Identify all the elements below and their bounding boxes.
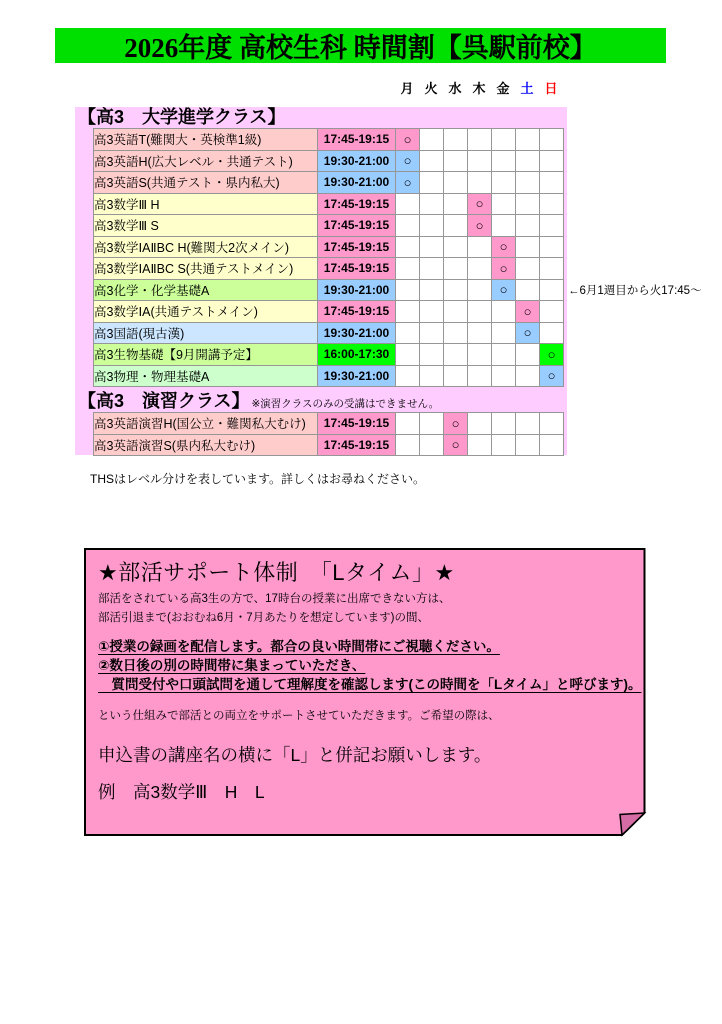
club-support-intro-line: 部活引退まで(おおむね6月・7月あたりを想定しています)の間、 <box>98 612 429 624</box>
page-title-banner <box>55 28 666 63</box>
day-cell-sun <box>540 434 564 456</box>
schedule-change-note: ←6月1週目から火17:45～ <box>568 284 702 297</box>
course-time-cell: 17:45-19:15 <box>318 215 396 237</box>
day-cell-thu <box>468 279 492 301</box>
day-cell-mon <box>396 413 420 435</box>
day-cell-sat <box>516 258 540 280</box>
day-cell-sun <box>540 129 564 151</box>
day-header-wed: 水 <box>448 81 462 96</box>
club-support-step: ②数日後の別の時間帯に集まっていただき、 <box>98 658 366 673</box>
course-row <box>94 344 564 366</box>
day-cell-sat <box>516 215 540 237</box>
day-cell-fri <box>492 301 516 323</box>
course-name-cell: 高3生物基礎【9月開講予定】 <box>94 344 318 366</box>
course-row <box>94 434 564 456</box>
course-name-cell: 高3英語演習S(県内私大むけ) <box>94 434 318 456</box>
day-cell-wed <box>444 150 468 172</box>
day-cell-wed <box>444 215 468 237</box>
club-support-content <box>98 558 642 804</box>
course-table <box>93 128 702 387</box>
lesson-mark-cell-wed: ○ <box>444 413 468 435</box>
course-row <box>94 129 564 151</box>
course-row <box>94 322 564 344</box>
course-time-cell: 17:45-19:15 <box>318 193 396 215</box>
section-note: ※演習クラスのみの受講はできません。 <box>251 398 440 410</box>
day-cell-tue <box>420 344 444 366</box>
day-cell-thu <box>468 322 492 344</box>
day-cell-tue <box>420 258 444 280</box>
day-cell-mon <box>396 365 420 387</box>
day-cell-wed <box>444 301 468 323</box>
day-cell-mon <box>396 322 420 344</box>
day-cell-thu <box>468 258 492 280</box>
day-cell-thu <box>468 150 492 172</box>
ths-level-note: THSはレベル分けを表しています。詳しくはお尋ねください。 <box>90 472 426 486</box>
section-title: 【高3 大学進学クラス】 <box>78 107 286 127</box>
course-time-cell: 16:00-17:30 <box>318 344 396 366</box>
course-row <box>94 301 564 323</box>
day-cell-fri <box>492 413 516 435</box>
day-cell-wed <box>444 129 468 151</box>
day-cell-sat <box>516 279 540 301</box>
course-name-cell: 高3英語H(広大レベル・共通テスト) <box>94 150 318 172</box>
course-name-cell: 高3物理・物理基礎A <box>94 365 318 387</box>
lesson-mark-cell-thu: ○ <box>468 215 492 237</box>
course-row <box>94 258 564 280</box>
day-cell-mon <box>396 301 420 323</box>
day-cell-tue <box>420 193 444 215</box>
club-support-box <box>84 548 646 836</box>
day-cell-mon <box>396 434 420 456</box>
course-time-cell: 17:45-19:15 <box>318 258 396 280</box>
lesson-mark-cell-mon: ○ <box>396 172 420 194</box>
lesson-mark-cell-fri: ○ <box>492 279 516 301</box>
course-name-cell: 高3化学・化学基礎A <box>94 279 318 301</box>
course-name-cell: 高3数学Ⅲ H <box>94 193 318 215</box>
day-cell-fri <box>492 129 516 151</box>
application-example: 例 高3数学Ⅲ H L <box>98 782 265 802</box>
course-row <box>94 215 564 237</box>
day-cell-sun <box>540 279 702 301</box>
day-cell-sun <box>540 301 564 323</box>
day-cell-mon <box>396 236 420 258</box>
day-cell-tue <box>420 150 444 172</box>
application-instruction: 申込書の講座名の横に「L」と併記お願いします。 <box>98 745 492 765</box>
course-time-cell: 19:30-21:00 <box>318 365 396 387</box>
day-cell-sun <box>540 193 564 215</box>
course-name-cell: 高3数学Ⅲ S <box>94 215 318 237</box>
day-cell-wed <box>444 344 468 366</box>
day-cell-sun <box>540 172 564 194</box>
day-cell-wed <box>444 279 468 301</box>
day-of-week-header <box>395 81 563 97</box>
class-sections <box>75 107 702 455</box>
day-header-sat: 土 <box>520 81 534 96</box>
page-fold-corner <box>620 813 645 835</box>
course-table <box>93 412 564 456</box>
course-time-cell: 17:45-19:15 <box>318 434 396 456</box>
day-cell-sat <box>516 236 540 258</box>
day-cell-thu <box>468 365 492 387</box>
day-cell-sat <box>516 344 540 366</box>
course-time-cell: 17:45-19:15 <box>318 129 396 151</box>
lesson-mark-cell-sun: ○ <box>540 344 564 366</box>
course-row <box>94 236 564 258</box>
day-cell-mon <box>396 193 420 215</box>
day-cell-sun <box>540 322 564 344</box>
page-title: 2026年度 高校生科 時間割【呉駅前校】 <box>124 33 597 63</box>
course-name-cell: 高3英語T(難関大・英検準1級) <box>94 129 318 151</box>
day-cell-thu <box>468 413 492 435</box>
day-cell-fri <box>492 193 516 215</box>
day-cell-mon <box>396 279 420 301</box>
day-cell-sat <box>516 150 540 172</box>
day-cell-wed <box>444 193 468 215</box>
day-cell-thu <box>468 172 492 194</box>
day-cell-thu <box>468 434 492 456</box>
day-cell-fri <box>492 150 516 172</box>
day-cell-sun <box>540 258 564 280</box>
course-time-cell: 19:30-21:00 <box>318 279 396 301</box>
lesson-mark-cell-sat: ○ <box>516 322 540 344</box>
day-header-fri: 金 <box>496 81 510 96</box>
day-cell-tue <box>420 322 444 344</box>
course-row <box>94 279 564 301</box>
course-row <box>94 150 564 172</box>
lesson-mark-cell-thu: ○ <box>468 193 492 215</box>
course-time-cell: 17:45-19:15 <box>318 301 396 323</box>
lesson-mark-cell-fri: ○ <box>492 258 516 280</box>
day-cell-sun <box>540 236 564 258</box>
course-time-cell: 19:30-21:00 <box>318 172 396 194</box>
course-time-cell: 19:30-21:00 <box>318 150 396 172</box>
day-cell-fri <box>492 215 516 237</box>
day-cell-wed <box>444 322 468 344</box>
day-cell-wed <box>444 236 468 258</box>
course-name-cell: 高3数学ⅠA(共通テストメイン) <box>94 301 318 323</box>
club-support-steps <box>98 637 642 694</box>
day-cell-fri <box>492 344 516 366</box>
day-cell-sat <box>516 413 540 435</box>
day-header-thu: 木 <box>472 81 486 96</box>
day-cell-sat <box>516 129 540 151</box>
lesson-mark-cell-mon: ○ <box>396 129 420 151</box>
section-header <box>75 390 567 412</box>
club-support-step: ①授業の録画を配信します。都合の良い時間帯にご視聴ください。 <box>98 639 500 654</box>
course-row <box>94 172 564 194</box>
club-support-outro: という仕組みで部活との両立をサポートさせていただきます。ご希望の際は、 <box>98 710 500 722</box>
day-cell-sun <box>540 413 564 435</box>
day-cell-tue <box>420 129 444 151</box>
course-name-cell: 高3国語(現古漢) <box>94 322 318 344</box>
day-cell-tue <box>420 301 444 323</box>
day-cell-thu <box>468 236 492 258</box>
course-name-cell: 高3英語S(共通テスト・県内私大) <box>94 172 318 194</box>
lesson-mark-cell-mon: ○ <box>396 150 420 172</box>
day-cell-mon <box>396 215 420 237</box>
club-support-intro <box>98 590 632 628</box>
day-cell-wed <box>444 365 468 387</box>
day-cell-sun <box>540 150 564 172</box>
lesson-mark-cell-wed: ○ <box>444 434 468 456</box>
lesson-mark-cell-sun: ○ <box>540 365 564 387</box>
club-support-intro-line: 部活をされている高3生の方で、17時台の授業に出席できない方は、 <box>98 593 451 605</box>
course-name-cell: 高3数学ⅠAⅡBC S(共通テストメイン) <box>94 258 318 280</box>
day-cell-fri <box>492 365 516 387</box>
day-cell-tue <box>420 215 444 237</box>
day-cell-sun <box>540 215 564 237</box>
day-cell-thu <box>468 301 492 323</box>
course-row <box>94 193 564 215</box>
day-cell-fri <box>492 434 516 456</box>
day-cell-thu <box>468 129 492 151</box>
day-cell-mon <box>396 258 420 280</box>
course-row <box>94 413 564 435</box>
day-cell-fri <box>492 172 516 194</box>
course-time-cell: 19:30-21:00 <box>318 322 396 344</box>
course-row <box>94 365 564 387</box>
club-support-title: ★部活サポート体制 「Lタイム」★ <box>98 560 455 585</box>
lesson-mark-cell-sat: ○ <box>516 301 540 323</box>
day-cell-wed <box>444 172 468 194</box>
day-cell-thu <box>468 344 492 366</box>
day-cell-sat <box>516 172 540 194</box>
day-cell-tue <box>420 413 444 435</box>
day-cell-tue <box>420 236 444 258</box>
day-cell-tue <box>420 365 444 387</box>
day-cell-wed <box>444 258 468 280</box>
day-cell-mon <box>396 344 420 366</box>
course-time-cell: 17:45-19:15 <box>318 413 396 435</box>
section-title: 【高3 演習クラス】 <box>78 391 250 411</box>
course-name-cell: 高3英語演習H(国公立・難関私大むけ) <box>94 413 318 435</box>
lesson-mark-cell-fri: ○ <box>492 236 516 258</box>
day-header-sun: 日 <box>544 81 558 96</box>
day-cell-tue <box>420 434 444 456</box>
day-header-tue: 火 <box>424 81 438 96</box>
day-cell-tue <box>420 279 444 301</box>
day-cell-tue <box>420 172 444 194</box>
course-time-cell: 17:45-19:15 <box>318 236 396 258</box>
section-header <box>75 107 567 128</box>
course-name-cell: 高3数学ⅠAⅡBC H(難関大2次メイン) <box>94 236 318 258</box>
day-header-mon: 月 <box>400 81 414 96</box>
day-cell-fri <box>492 322 516 344</box>
day-cell-sat <box>516 365 540 387</box>
day-cell-sat <box>516 193 540 215</box>
club-support-step: 質問受付や口頭試問を通して理解度を確認します(この時間を「Lタイム」と呼びます)。 <box>98 677 642 692</box>
day-cell-sat <box>516 434 540 456</box>
